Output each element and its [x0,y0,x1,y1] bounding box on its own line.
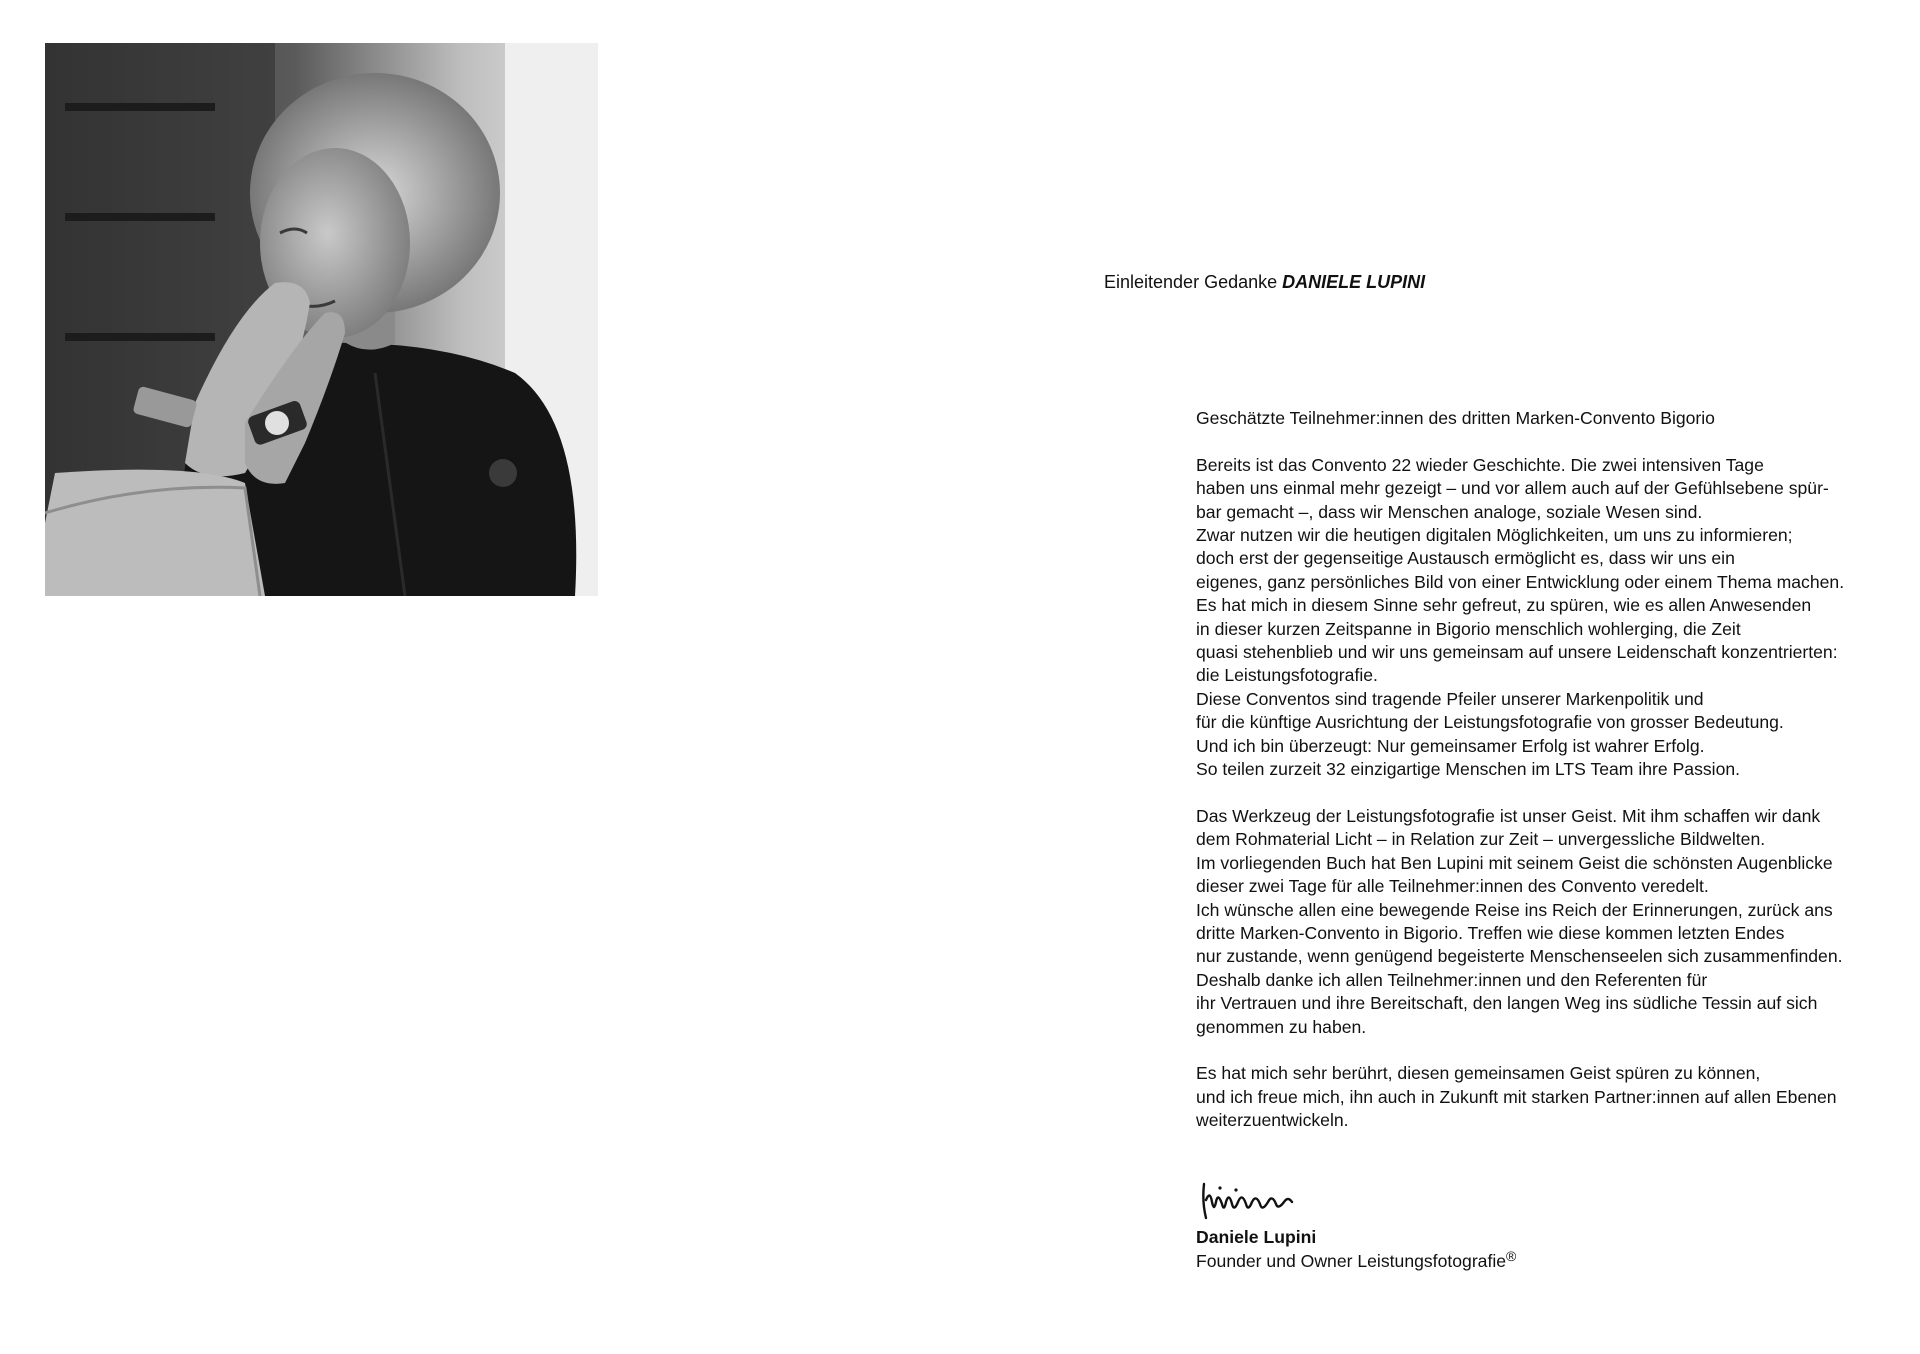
signature-role [1196,1249,1516,1273]
letter-line: bar gemacht –, dass wir Menschen analoge, soziale Wesen sind. [1196,501,1703,522]
letter-line: Im vorliegenden Buch hat Ben Lupini mit seinem Geist die schönsten Augenblicke [1196,852,1833,873]
letter-line: Geschätzte Teilnehmer:innen des dritten Marken-Convento Bigorio [1196,408,1715,428]
letter-line: haben uns einmal mehr gezeigt – und vor allem auch auf der Gefühlsebene spür- [1196,478,1829,499]
registered-mark: ® [1506,1248,1517,1264]
letter-line: Es hat mich sehr berührt, diesen gemeinsamen Geist spüren zu können, [1196,1063,1761,1084]
letter-line: genommen zu haben. [1196,1016,1367,1037]
letter-line: Und ich bin überzeugt: Nur gemeinsamer Erfolg ist wahrer Erfolg. [1196,735,1705,756]
letter-body [1196,407,1896,1156]
signature-role-text: Founder und Owner Leistungsfotografie [1196,1251,1507,1271]
letter-line: die Leistungsfotografie. [1196,665,1378,686]
letter-line: doch erst der gegenseitige Austausch ermöglicht es, dass wir uns ein [1196,548,1735,569]
letter-line: Es hat mich in diesem Sinne sehr gefreut, zu spüren, wie es allen Anwesenden [1196,595,1812,616]
signature-name: Daniele Lupini [1196,1227,1317,1247]
letter-line: Das Werkzeug der Leistungsfotografie ist unser Geist. Mit ihm schaffen wir dank [1196,805,1821,826]
letter-line: Ich wünsche allen eine bewegende Reise ins Reich der Erinnerungen, zurück ans [1196,899,1833,920]
letter-line: dritte Marken-Convento in Bigorio. Treffen wie diese kommen letzten Endes [1196,922,1785,943]
letter-line: Bereits ist das Convento 22 wieder Geschichte. Die zwei intensiven Tage [1196,454,1764,475]
letter-paragraph [1196,454,1896,782]
heading-author-name: DANIELE LUPINI [1282,272,1426,292]
letter-paragraph [1196,1062,1896,1132]
letter-line: in dieser kurzen Zeitspanne in Bigorio menschlich wohlerging, die Zeit [1196,618,1741,639]
letter-line: weiterzuentwickeln. [1196,1110,1349,1131]
letter-line: Deshalb danke ich allen Teilnehmer:innen und den Referenten für [1196,969,1708,990]
letter-paragraph [1196,805,1896,1039]
letter-line: quasi stehenblieb und wir uns gemeinsam auf unsere Leidenschaft konzentrierten: [1196,642,1838,663]
letter-line: eigenes, ganz persönliches Bild von einer Entwicklung oder einem Thema machen. [1196,571,1845,592]
letter-salutation [1196,407,1896,430]
letter-line: für die künftige Ausrichtung der Leistungsfotografie von grosser Bedeutung. [1196,712,1784,733]
heading-prefix: Einleitender Gedanke [1104,272,1278,292]
letter-line: und ich freue mich, ihn auch in Zukunft mit starken Partner:innen auf allen Ebenen [1196,1086,1837,1107]
portrait-illustration [45,43,598,596]
letter-line: dieser zwei Tage für alle Teilnehmer:innen des Convento veredelt. [1196,876,1709,897]
page-heading [1104,270,1425,294]
letter-line: So teilen zurzeit 32 einzigartige Menschen im LTS Team ihre Passion. [1196,759,1741,780]
letter-line: ihr Vertrauen und ihre Bereitschaft, den langen Weg ins südliche Tessin auf sich [1196,993,1818,1014]
handwritten-signature-icon [1198,1172,1338,1226]
portrait-photo [45,43,598,596]
letter-line: Zwar nutzen wir die heutigen digitalen Möglichkeiten, um uns zu informieren; [1196,525,1793,546]
letter-line: dem Rohmaterial Licht – in Relation zur Zeit – unvergessliche Bildwelten. [1196,829,1766,850]
letter-line: nur zustande, wenn genügend begeisterte Menschenseelen sich zusammenfinden. [1196,946,1843,967]
letter-line: Diese Conventos sind tragende Pfeiler unserer Markenpolitik und [1196,688,1704,709]
